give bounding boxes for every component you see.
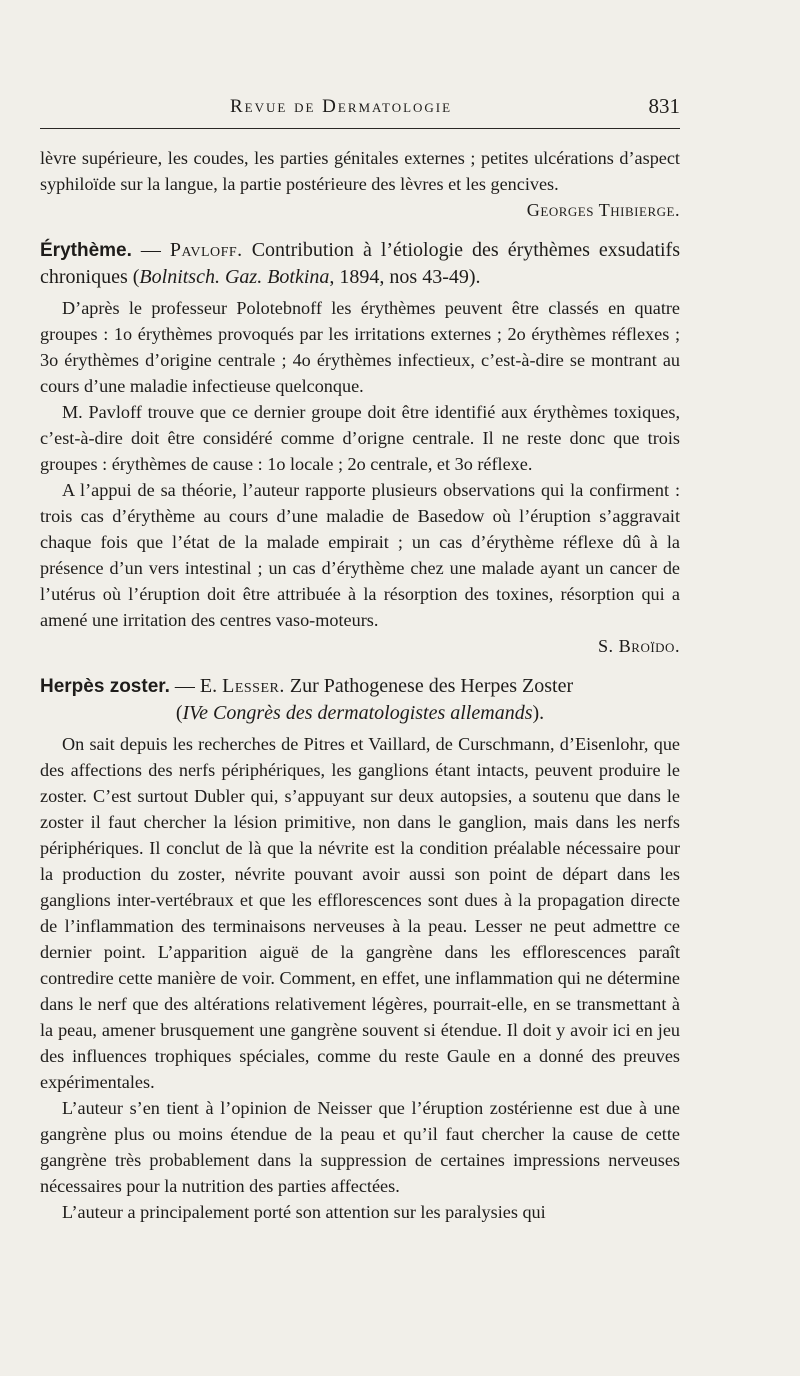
author-pavloff: Pavloff.	[169, 239, 243, 261]
signature-thibierge: Georges Thibierge.	[526, 200, 680, 220]
author-lesser: Lesser.	[222, 675, 285, 697]
body-text	[40, 145, 680, 1225]
signature-line	[40, 633, 680, 659]
previous-review-ending: lèvre supérieure, les coudes, les parties génitales externes ; petites ulcérations d’aspect syphiloïde sur la langue, la partie postérieure des lèvres et les gencives.	[40, 148, 680, 194]
congress-reference: (IVe Congrès des dermatologistes allemands).	[175, 702, 545, 724]
signature-line	[40, 197, 680, 223]
review-heading-erytheme: Érythème. — Pavloff. Contribution à l’étiologie des érythèmes exsudatifs chroniques (Bolnitsch. Gaz. Botkina, 1894, nos 43-49).	[40, 239, 681, 288]
review-heading-herpes: Herpès zoster. — E. Lesser. Zur Pathogenese des Herpes Zoster	[40, 675, 574, 697]
page-header	[40, 88, 680, 128]
header-rule	[40, 128, 680, 129]
running-title: Revue de Dermatologie	[230, 96, 453, 117]
journal-name: Bolnitsch. Gaz. Botkina	[139, 266, 330, 288]
paragraph: M. Pavloff trouve que ce dernier groupe doit être identifié aux érythèmes toxiques, c’est-à-dire doit être considéré comme d’origne centrale. Il ne reste donc que trois groupes : érythèmes de cause : 1o locale ; 2o centrale, et 3o réflexe.	[40, 402, 680, 474]
page-number: 831	[648, 94, 680, 118]
paragraph: L’auteur a principalement porté son attention sur les paralysies qui	[62, 1202, 546, 1222]
entry-title-erytheme: Érythème.	[40, 240, 132, 261]
entry-title-herpes: Herpès zoster.	[40, 676, 170, 697]
paragraph: On sait depuis les recherches de Pitres et Vaillard, de Curschmann, d’Eisenlohr, que des affections des nerfs périphériques, les ganglions étant intacts, peuvent produire le zoster. C’est surtout Dubler qui, s’appuyant sur deux autopsies, a soutenu que dans le zoster il faut chercher la lésion primitive, non dans le ganglion, mais dans les nerfs périphériques. Il conclut de là que la névrite est la condition préalable nécessaire pour la production du zoster, névrite pouvant avoir aussi son point de départ dans les ganglions inter-vertébraux et que les efflorescences sont dues à la propagation directe de l’inflammation des terminaisons nerveuses à la peau. Lesser ne peut admettre ce dernier point. L’apparition aiguë de la gangrène dans les efflorescences paraît contredire cette manière de voir. Comment, en effet, une inflammation qui ne détermine dans le nerf que des altérations relativement légères, pourrait-elle, en se transmettant à la peau, amener brusquement une gangrène souvent si étendue. Il doit y avoir ici en jeu des influences trophiques spéciales, comme du reste Gaule en a donné des preuves expérimentales.	[40, 734, 680, 1092]
signature-broido: S. Broïdo.	[597, 636, 680, 656]
paragraph: A l’appui de sa théorie, l’auteur rapporte plusieurs observations qui la confirment : trois cas d’érythème au cours d’une maladie de Basedow où l’éruption s’aggravait chaque fois que l’état de la malade empirait ; un cas d’érythème réflexe dû à la présence d’un vers intestinal ; un cas d’érythème chez une malade ayant un cancer de l’utérus où l’éruption doit être attribuée à la résorption des toxines, résorption qui a amené une irritation des centres vaso-moteurs.	[40, 480, 680, 630]
paragraph: L’auteur s’en tient à l’opinion de Neisser que l’éruption zostérienne est due à une gangrène plus ou moins étendue de la peau et qu’il faut chercher la cause de cette gangrène très probablement dans la suppression de certaines impressions nerveuses nécessaires pour la nutrition des parties affectées.	[40, 1098, 680, 1196]
congress-name: IVe Congrès des dermatologistes allemands	[182, 702, 533, 724]
paragraph: D’après le professeur Polotebnoff les érythèmes peuvent être classés en quatre groupes : 1o érythèmes provoqués par les irritations externes ; 2o érythèmes réflexes ; 3o érythèmes d’origine centrale ; 4o érythèmes infectieux, c’est-à-dire se montrant au cours d’une maladie infectieuse quelconque.	[40, 298, 680, 396]
